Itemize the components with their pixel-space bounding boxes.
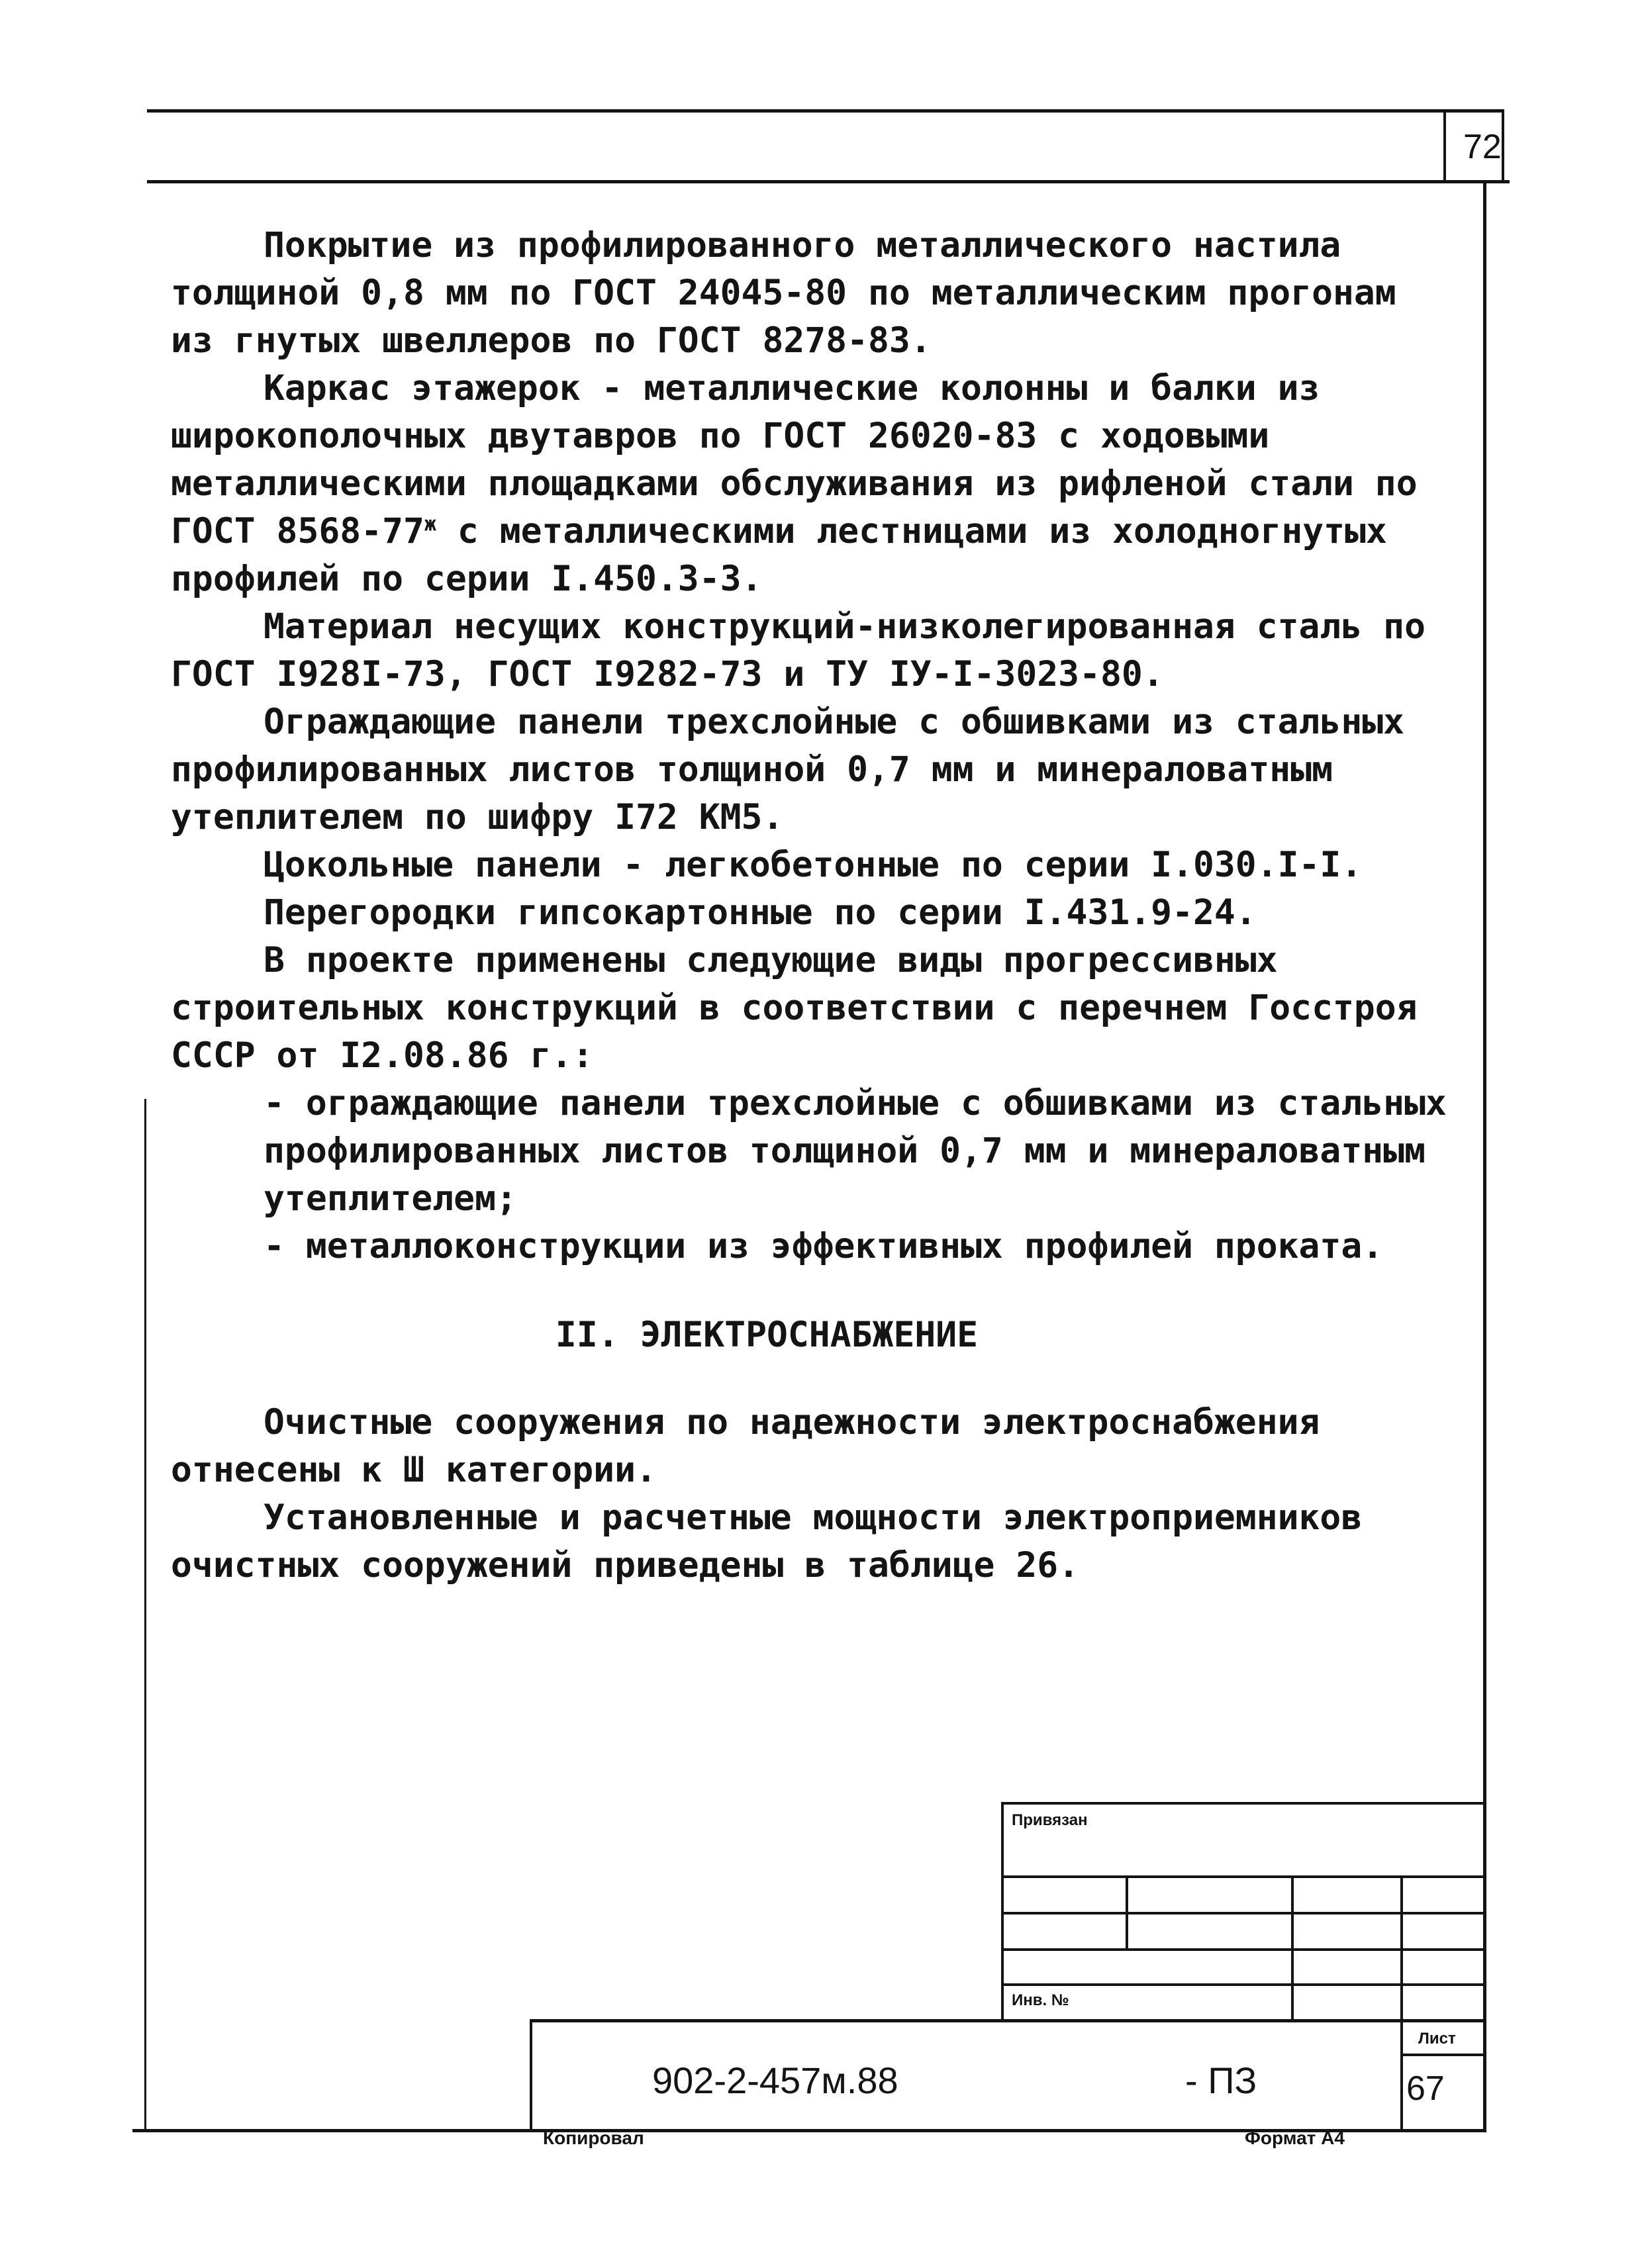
paragraph-partitions: Перегородки гипсокартонные по серии I.431.9-24. [264, 892, 1257, 933]
sheet-label: Лист [1418, 2030, 1456, 2048]
document-type: - ПЗ [1185, 2059, 1257, 2101]
left-margin-mark [144, 1099, 146, 2132]
paragraph-material: Материал несущих конструкций-низколегированная сталь по ГОСТ I928I-73, ГОСТ I9282-73 и ТУ IУ-I-3023-80. [171, 606, 1425, 694]
paragraph-roofing: Покрытие из профилированного металлического настила толщиной 0,8 мм по ГОСТ 24045-80 по металлическим прогонам из гнутых швеллеров по ГОСТ 8278-83. [171, 225, 1396, 361]
inventory-number-label: Инв. № [1012, 1991, 1069, 2009]
top-rule [147, 109, 1504, 113]
right-frame [1483, 180, 1486, 2132]
superscript-mark: ж [424, 512, 436, 536]
page-number-box-right [1502, 109, 1504, 183]
format-label: Формат А4 [1245, 2128, 1345, 2148]
list-item: - металлоконструкции из эффективных профилей проката. [264, 1226, 1384, 1266]
paragraph-progressive: В проекте применены следующие виды прогрессивных строительных конструкций в соответствии с перечнем Госстроя СССР от I2.08.86 г.: [171, 940, 1418, 1076]
sheet-number: 67 [1406, 2069, 1445, 2108]
list-item: - ограждающие панели трехслойные с обшивками из стальных профилированных листов толщиной 0,7 мм и минераловатным утеплителем; [264, 1083, 1447, 1219]
paragraph-power-table: Установленные и расчетные мощности электроприемников очистных сооружений приведены в таблице 26. [171, 1497, 1363, 1585]
page-number-box-left [1443, 109, 1446, 183]
paragraph-wall-panels: Ограждающие панели трехслойные с обшивками из стальных профилированных листов толщиной 0,7 мм и минераловатным утеплителем по шифру I72 КМ5. [171, 702, 1405, 837]
header-rule [147, 180, 1510, 183]
document-code: 902-2-457м.88 [652, 2059, 898, 2101]
copied-by-label: Копировал [543, 2128, 644, 2148]
paragraph-frame: Каркас этажерок - металлические колонны и балки из широкополочных двутавров по ГОСТ 26020-83 с ходовыми металлическими площадками обслуживания из рифленой стали по ГОСТ $8568-77^ж$ с металлическими лестницами из холодногнутых профилей по серии I.450.3-3. [171, 368, 1418, 599]
paragraph-plinth-panels: Цокольные панели - легкобетонные по серии I.030.I-I. [264, 845, 1363, 885]
page-number: 72 [1463, 128, 1502, 166]
paragraph-power-category: Очистные сооружения по надежности электроснабжения отнесены к Ш категории. [171, 1402, 1320, 1490]
privyazan-label: Привязан [1012, 1811, 1088, 1829]
document-body [171, 222, 1455, 1589]
section-title: II. ЭЛЕКТРОСНАБЖЕНИЕ [555, 1315, 979, 1355]
